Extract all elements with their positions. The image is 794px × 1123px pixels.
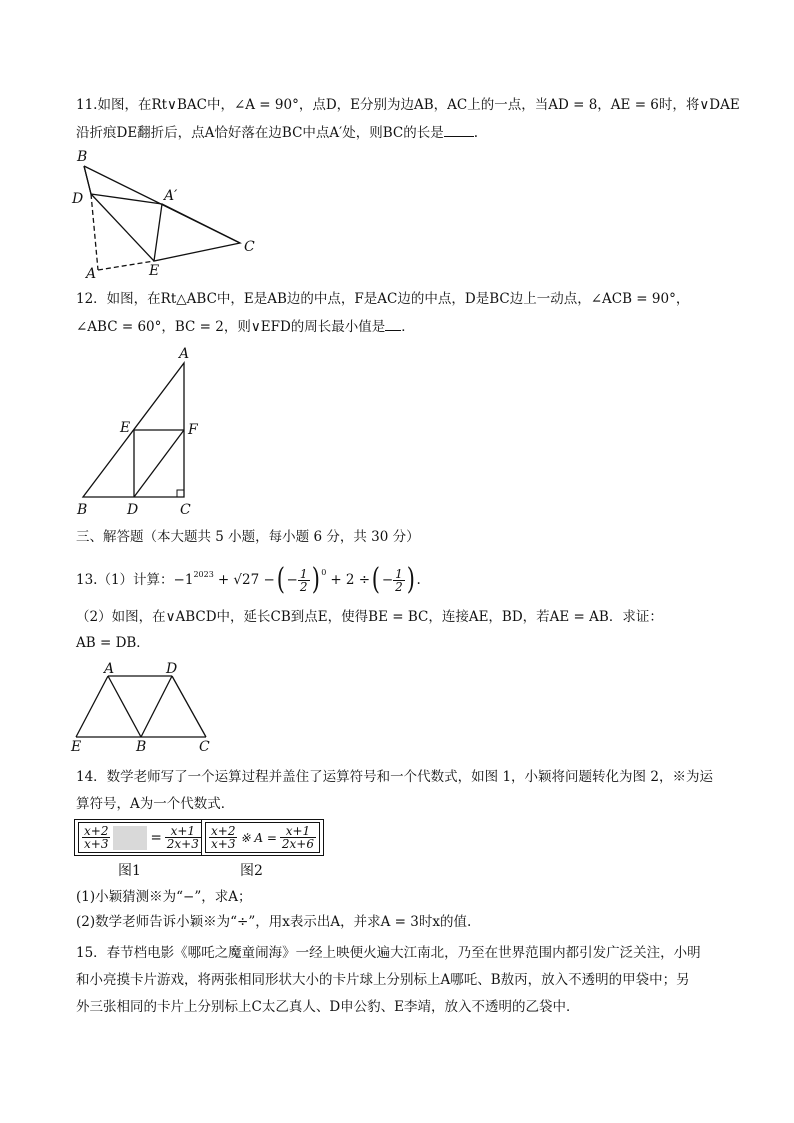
q14-part1: (1)小颖猜测※为“−”，求A；: [76, 889, 252, 905]
q13-paren-open2: (: [371, 562, 381, 597]
q14-fig1-f1-num: x+2: [84, 824, 109, 838]
section-3-heading: 三、解答题（本大题共 5 小题，每小题 6 分，共 30 分）: [76, 529, 420, 545]
q14-figure1: [74, 819, 209, 856]
q14-fig1-eq: =: [150, 829, 162, 846]
q14-line2: 算符号，A为一个代数式．: [76, 796, 235, 812]
q15-line2: 和小亮摸卡片游戏，将两张相同形状大小的卡片球上分别标上A哪吒、B敖丙，放入不透明的甲袋中；另: [76, 972, 690, 988]
q14-fig2-frac1: [209, 825, 237, 850]
q13-label-A: A: [104, 661, 115, 677]
q11-line1: 11.如图，在Rt∨BAC中，∠A = 90°，点D，E分别为边AB，AC上的一点，当AD = 8，AE = 6时，将∨DAE: [76, 97, 740, 113]
q14-fig2-frac2: [280, 825, 316, 850]
q14-fig1-inner: [78, 822, 205, 853]
q13-frac2-den: 2: [395, 579, 403, 594]
q11-answer-blank[interactable]: [444, 124, 474, 137]
q12-label-A: A: [179, 346, 190, 362]
q11-line2: [76, 124, 478, 142]
q14-fig2-f1-num: x+2: [211, 824, 236, 838]
q12-label-E: E: [120, 420, 131, 436]
q13-p1-mid: + 2 ÷: [330, 572, 371, 588]
q15-line1: 15．春节档电影《哪吒之魔童闹海》一经上映便火遍大江南北，乃至在世界范围内都引发广泛关注，小明: [76, 945, 701, 961]
q14-fig1-f2-den: 2x+3: [166, 837, 199, 851]
q13-label-D: D: [166, 661, 178, 677]
q13-label-E: E: [71, 739, 82, 755]
q11-line2-end: .: [473, 125, 479, 141]
q13-label-B: B: [136, 739, 147, 755]
q13-p1-exp: 2023: [193, 570, 214, 579]
q15-line3: 外三张相同的卡片上分别标上C太乙真人、D申公豹、E李靖，放入不透明的乙袋中．: [76, 999, 580, 1015]
q13-minus2: −: [381, 572, 394, 588]
q13-frac2: [393, 568, 405, 593]
q13-frac1-num: 1: [299, 566, 308, 581]
q12-label-F: F: [188, 422, 198, 438]
q11-label-A: A: [86, 266, 97, 282]
q13-frac1-den: 2: [299, 579, 308, 594]
q14-fig2-caption: 图2: [240, 863, 263, 879]
q11-label-C: C: [244, 239, 255, 255]
q12-answer-blank[interactable]: [385, 318, 401, 331]
q13-paren-open1: (: [276, 562, 285, 597]
q12-line2: [76, 318, 415, 336]
q11-label-D: D: [72, 191, 84, 207]
q13-p1-prefix: 13.（1）计算：−1: [76, 572, 194, 588]
q14-fig2-f2-den: 2x+6: [281, 837, 314, 851]
q14-figure2: [201, 819, 324, 856]
q12-line2-end: ．: [401, 319, 415, 335]
q12-label-D: D: [127, 502, 139, 518]
q13-paren-close2: ): [406, 562, 415, 597]
q14-fig1-caption: 图1: [118, 863, 141, 879]
q12-line2-text: ∠ABC = 60°，BC = 2，则∨EFD的周长最小值是: [76, 319, 386, 335]
q11-line2-text: 沿折痕DE翻折后，点A恰好落在边BC中点A′处，则BC的长是: [76, 125, 444, 141]
q14-fig2-inner: [205, 822, 320, 853]
q11-label-B: B: [77, 149, 88, 165]
q14-fig1-frac1: [82, 825, 110, 850]
q13-minus1: −: [286, 572, 298, 588]
q13-paren-close1: ): [311, 562, 320, 597]
q13-p1-sqrt: + √27 −: [217, 572, 275, 588]
q14-line1: 14．数学老师写了一个运算过程并盖住了运算符号和一个代数式，如图 1，小颖将问题转化为图 2，※为运: [76, 769, 713, 785]
q14-fig1-frac2: [165, 825, 201, 850]
q13-p1-end: .: [416, 572, 421, 588]
q12-label-C: C: [180, 502, 191, 518]
q13-p1-zero: 0: [321, 568, 327, 577]
q14-fig2-op: ※ A =: [240, 830, 277, 845]
q14-part2: (2)数学老师告诉小颖※为“÷”，用x表示出A，并求A = 3时x的值.: [76, 914, 472, 930]
q11-label-E: E: [149, 263, 160, 279]
q14-fig2-f1-den: x+3: [211, 837, 236, 851]
q13-frac1: [298, 568, 310, 593]
q14-fig1-f2-num: x+1: [165, 825, 201, 838]
q12-line1: 12．如图，在Rt△ABC中，E是AB边的中点，F是AC边的中点，D是BC边上一动点，∠ACB = 90°，: [76, 291, 690, 307]
q13-part2-line2: AB = DB．: [76, 635, 150, 651]
q13-part1: [76, 562, 421, 598]
q12-label-B: B: [77, 502, 88, 518]
q13-frac2-num: 1: [395, 566, 403, 581]
q13-part2-line1: （2）如图，在∨ABCD中，延长CB到点E，使得BE = BC，连接AE，BD，若AE = AB．求证：: [76, 609, 663, 625]
q11-label-A1: A′: [164, 188, 178, 204]
q14-fig1-f1-den: x+3: [84, 837, 109, 851]
q13-label-C: C: [199, 739, 210, 755]
q14-fig2-f2-num: x+1: [280, 825, 316, 838]
q14-fig1-cover: [113, 826, 147, 850]
